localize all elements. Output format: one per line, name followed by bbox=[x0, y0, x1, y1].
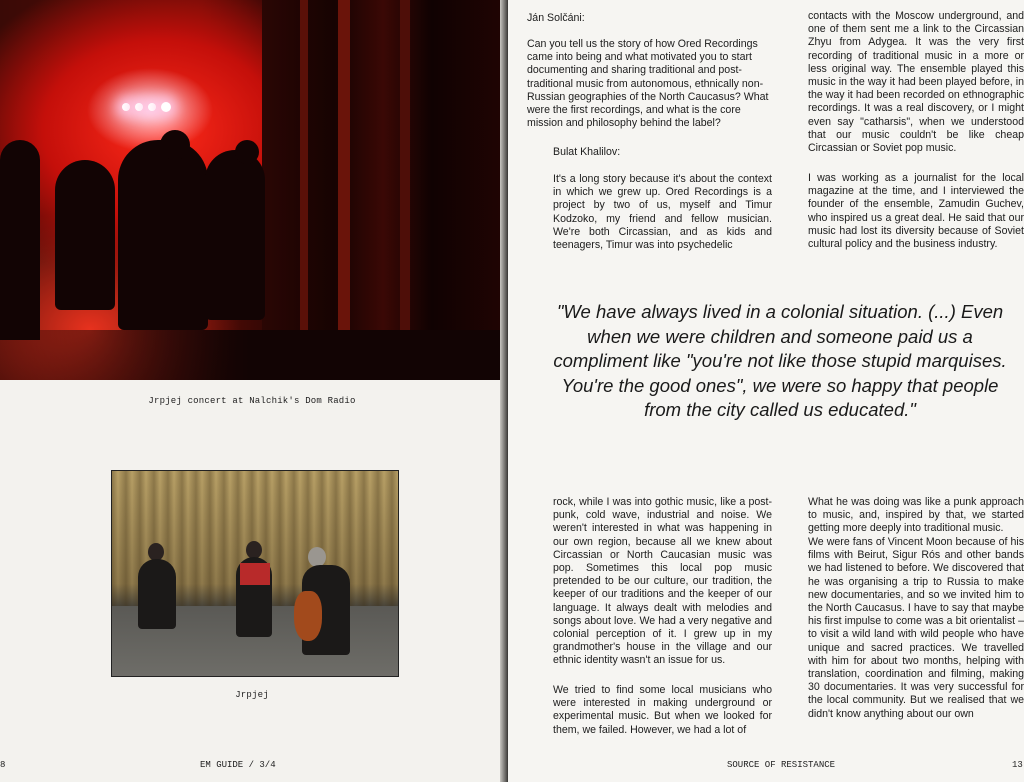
musician-silhouette bbox=[118, 140, 208, 330]
cello bbox=[294, 591, 322, 641]
musician-silhouette bbox=[0, 140, 40, 340]
page-number: 13 bbox=[1012, 760, 1023, 770]
answer-column-1-bottom-p2: We tried to find some local musicians who were interested in making underground or experimental music. But when we looked for them, we failed. However, we had a lot of bbox=[553, 684, 772, 736]
curtain-stripe bbox=[400, 0, 410, 380]
left-page bbox=[0, 0, 504, 782]
answer-column-1-bottom-p1: rock, while I was into gothic music, like a post-punk, cold wave, industrial and noise. We weren't interested in what was happening in our own region, because all we knew about Circassian or North Caucasian music was pop. Sometimes this local pop music pretended to be our culture, our tradition, the keeper of our traditions and the keeper of our language. It always dealt with melodies and songs about love. We had a very negative and colonial perception of it. I grew up in my grandmother's house in the village and our ethnic identity wasn't an issue for us. bbox=[553, 496, 772, 667]
respondent-name: Bulat Khalilov: bbox=[553, 146, 621, 158]
interviewer-name: Ján Solčáni: bbox=[527, 12, 585, 24]
answer-column-1-top: It's a long story because it's about the context in which we grew up. Ored Recordings is a project by two of us, myself and Timur Kodzoko, my friend and fellow musician. We're both Circassian, and as kids and teenagers, Timur was into psychedelic bbox=[553, 173, 772, 252]
dark-curtain bbox=[262, 0, 504, 380]
stage-light bbox=[122, 103, 130, 111]
musician-silhouette bbox=[205, 150, 265, 320]
page-footer: EM GUIDE / 3/4 bbox=[200, 760, 276, 770]
answer-column-2-bottom-p1: What he was doing was like a punk approach to music, and, inspired by that, we started getting more deeply into traditional music. bbox=[808, 496, 1024, 535]
answer-column-2-bottom-p2: We were fans of Vincent Moon because of his films with Beirut, Sigur Rós and other bands we had listened to before. We discovered that he was organising a trip to Russia to make new documentaries, and so we invited him to the North Caucasus. I have to say that maybe his first impulse to come was a bit orientalist – to visit a wild land with wild people who have unique and sacred practices. We travelled with him for about two months, helping with translation, coordination and filming, making 30 documentaries. It was very successful for the local community. But we realised that we didn't know anything about our own bbox=[808, 536, 1024, 720]
answer-column-2-top-p2: I was working as a journalist for the local magazine at the time, and I interviewed the founder of the ensemble, Zamudin Guchev, who inspired us a great deal. He said that our music had lost its diversity because of Soviet cultural policy and the business industry. bbox=[808, 172, 1024, 251]
curtain-stripe bbox=[338, 0, 350, 380]
accordion bbox=[240, 563, 270, 585]
concert-photo bbox=[0, 0, 504, 380]
page-footer: SOURCE OF RESISTANCE bbox=[727, 760, 836, 770]
stage-floor-shadow bbox=[0, 330, 504, 380]
interview-question: Can you tell us the story of how Ored Recordings came into being and what motivated you to start documenting and sharing traditional and post-traditional music from autonomous, ethnically non-Russian geographies of the North Caucasus? What were the first recordings, and what is the core mission and philosophy behind the label? bbox=[527, 38, 769, 130]
photo-caption: Jrpjej concert at Nalchik's Dom Radio bbox=[148, 396, 356, 406]
curtain-stripe bbox=[300, 0, 308, 380]
group-photo bbox=[111, 470, 399, 677]
musician-head bbox=[308, 547, 326, 567]
pull-quote: "We have always lived in a colonial situation. (...) Even when we were children and someone paid us a compliment like "you're not like those stupid marquises. You're the good ones", we were so happy that people from the city called us educated." bbox=[553, 301, 1007, 420]
photo-caption: Jrpjej bbox=[235, 690, 269, 700]
musician-head bbox=[235, 140, 259, 164]
stage-light bbox=[161, 102, 171, 112]
singer-figure bbox=[138, 559, 176, 629]
stage-light bbox=[148, 103, 156, 111]
page-number: 8 bbox=[0, 760, 6, 770]
answer-column-2-top-p1: contacts with the Moscow underground, and one of them sent me a link to the Circassian Zhyu from Adygea. It was the very first recording of traditional music in a more or less original way. The ensemble played this music in the way it had been played before, in the way it had been recorded on ethnographic recordings. It was a real discovery, or I might even say "catharsis", when we understood that our music couldn't be like cheap Circassian or Soviet pop music. bbox=[808, 10, 1024, 155]
stage-light bbox=[135, 103, 143, 111]
musician-silhouette bbox=[55, 160, 115, 310]
musician-head bbox=[160, 130, 190, 160]
